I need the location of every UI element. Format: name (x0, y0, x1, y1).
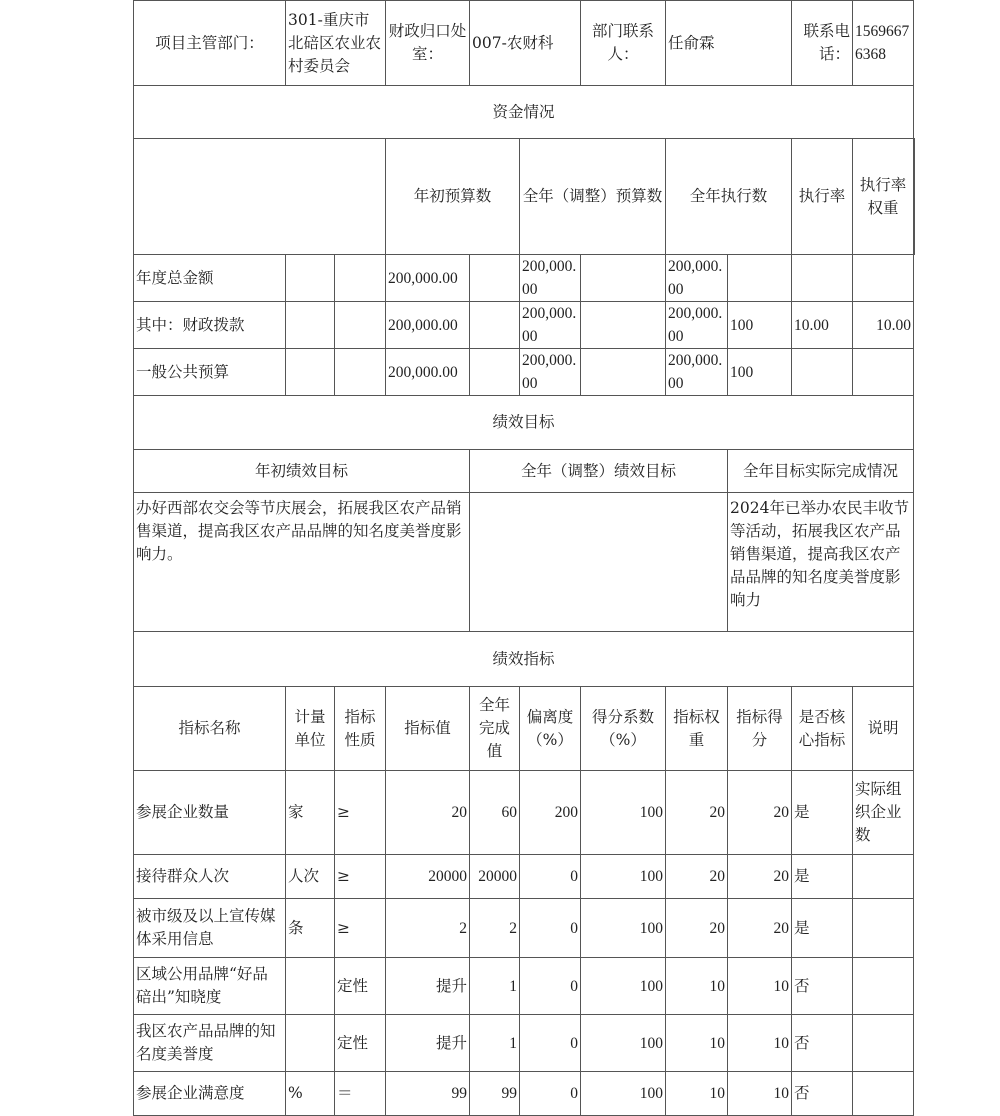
ind-unit: 人次 (286, 855, 335, 899)
funds-row-label: 其中：财政拨款 (134, 302, 286, 349)
ind-completed: 2 (470, 899, 520, 958)
ind-core: 否 (792, 1015, 853, 1072)
funds-weight: 10.00 (792, 302, 853, 349)
col-exec-weight: 执行率权重 (853, 139, 914, 255)
ind-deviation: 0 (520, 958, 581, 1015)
contact-label: 部门联系人： (581, 1, 666, 86)
ind-score: 10 (728, 1015, 792, 1072)
ind-name: 参展企业数量 (134, 771, 286, 855)
ind-completed: 60 (470, 771, 520, 855)
ind-core: 是 (792, 771, 853, 855)
ind-nature: ≥ (335, 899, 386, 958)
ind-score: 10 (728, 1072, 792, 1116)
ind-deviation: 0 (520, 1015, 581, 1072)
ind-deviation: 0 (520, 1072, 581, 1116)
ind-weight: 10 (666, 1015, 728, 1072)
funds-executed: 200,000.00 (666, 302, 728, 349)
ind-col-target: 指标值 (386, 687, 470, 771)
funds-row (134, 349, 915, 396)
ind-col-note: 说明 (853, 687, 914, 771)
ind-weight: 10 (666, 958, 728, 1015)
ind-score: 20 (728, 771, 792, 855)
ind-nature: ＝ (335, 1072, 386, 1116)
funds-row-label: 一般公共预算 (134, 349, 286, 396)
ind-score: 10 (728, 958, 792, 1015)
ind-target: 20 (386, 771, 470, 855)
ind-col-deviation: 偏离度（%） (520, 687, 581, 771)
dept-value: 301-重庆市北碚区农业农村委员会 (286, 1, 386, 86)
col-exec-score (914, 139, 915, 255)
funds-row-label: 年度总金额 (134, 255, 286, 302)
goals-initial-text: 办好西部农交会等节庆展会，拓展我区农产品销售渠道，提高我区农产品品牌的知名度美誉度影响力。 (134, 493, 470, 632)
phone-label: 联系电话： (792, 1, 853, 86)
table-row (134, 1015, 915, 1072)
ind-completed: 1 (470, 958, 520, 1015)
ind-col-completed: 全年完成值 (470, 687, 520, 771)
finance-label: 财政归口处室： (386, 1, 470, 86)
funds-executed: 200,000.00 (666, 349, 728, 396)
funds-adjusted: 200,000.00 (520, 302, 581, 349)
ind-deviation: 0 (520, 899, 581, 958)
header-row (134, 1, 915, 86)
funds-row (134, 255, 915, 302)
ind-unit (286, 1015, 335, 1072)
col-executed: 全年执行数 (666, 139, 792, 255)
ind-coef: 100 (581, 1015, 666, 1072)
col-adjusted-budget: 全年（调整）预算数 (520, 139, 666, 255)
ind-name: 我区农产品品牌的知名度美誉度 (134, 1015, 286, 1072)
ind-name: 被市级及以上宣传媒体采用信息 (134, 899, 286, 958)
ind-col-score: 指标得分 (728, 687, 792, 771)
goals-section-row (134, 396, 915, 450)
funds-adjusted: 200,000.00 (520, 349, 581, 396)
ind-completed: 1 (470, 1015, 520, 1072)
goals-content-row (134, 493, 915, 632)
ind-core: 是 (792, 899, 853, 958)
funds-rate: 100 (728, 302, 792, 349)
ind-unit: % (286, 1072, 335, 1116)
ind-coef: 100 (581, 771, 666, 855)
ind-note (853, 958, 914, 1015)
ind-target: 20000 (386, 855, 470, 899)
goals-header-row (134, 450, 915, 493)
goals-adjusted-text (470, 493, 728, 632)
funds-score (853, 255, 914, 302)
ind-coef: 100 (581, 958, 666, 1015)
ind-note: 实际组织企业数 (853, 771, 914, 855)
ind-col-unit: 计量单位 (286, 687, 335, 771)
col-initial-budget: 年初预算数 (386, 139, 520, 255)
ind-completed: 99 (470, 1072, 520, 1116)
ind-name: 参展企业满意度 (134, 1072, 286, 1116)
table-row (134, 771, 915, 855)
finance-value: 007-农财科 (470, 1, 581, 86)
goals-col-adjusted: 全年（调整）绩效目标 (470, 450, 728, 493)
funds-section-row (134, 86, 915, 139)
indicators-header-row (134, 687, 915, 771)
funds-rate: 100 (728, 349, 792, 396)
ind-coef: 100 (581, 1072, 666, 1116)
ind-col-core: 是否核心指标 (792, 687, 853, 771)
ind-weight: 20 (666, 771, 728, 855)
ind-deviation: 200 (520, 771, 581, 855)
ind-col-coef: 得分系数（%） (581, 687, 666, 771)
funds-rate (728, 255, 792, 302)
ind-nature: 定性 (335, 958, 386, 1015)
ind-weight: 10 (666, 1072, 728, 1116)
ind-weight: 20 (666, 899, 728, 958)
ind-unit (286, 958, 335, 1015)
dept-label: 项目主管部门： (134, 1, 286, 86)
ind-core: 否 (792, 958, 853, 1015)
goals-col-actual: 全年目标实际完成情况 (728, 450, 914, 493)
goals-actual-text: 2024年已举办农民丰收节等活动，拓展我区农产品销售渠道，提高我区农产品品牌的知名度美誉度影响力 (728, 493, 914, 632)
ind-name: 接待群众人次 (134, 855, 286, 899)
ind-col-nature: 指标性质 (335, 687, 386, 771)
ind-target: 2 (386, 899, 470, 958)
ind-unit: 条 (286, 899, 335, 958)
ind-target: 99 (386, 1072, 470, 1116)
table-row (134, 855, 915, 899)
ind-col-name: 指标名称 (134, 687, 286, 771)
goals-col-initial: 年初绩效目标 (134, 450, 470, 493)
ind-target: 提升 (386, 1015, 470, 1072)
ind-name: 区域公用品牌“好品碚出”知晓度 (134, 958, 286, 1015)
ind-nature: 定性 (335, 1015, 386, 1072)
funds-score: 10.00 (853, 302, 914, 349)
ind-score: 20 (728, 855, 792, 899)
contact-value: 任俞霖 (666, 1, 792, 86)
ind-target: 提升 (386, 958, 470, 1015)
ind-nature: ≥ (335, 771, 386, 855)
col-exec-rate: 执行率 (792, 139, 853, 255)
goals-section-title: 绩效目标 (134, 396, 914, 450)
ind-coef: 100 (581, 855, 666, 899)
funds-adjusted: 200,000.00 (520, 255, 581, 302)
ind-unit: 家 (286, 771, 335, 855)
ind-col-weight: 指标权重 (666, 687, 728, 771)
ind-core: 是 (792, 855, 853, 899)
ind-core: 否 (792, 1072, 853, 1116)
funds-initial: 200,000.00 (386, 255, 470, 302)
table-row (134, 899, 915, 958)
indicators-section-row (134, 632, 915, 687)
table-row (134, 958, 915, 1015)
ind-deviation: 0 (520, 855, 581, 899)
funds-row (134, 302, 915, 349)
ind-note (853, 1015, 914, 1072)
phone-value: 15696676368 (853, 1, 914, 86)
indicators-section-title: 绩效指标 (134, 632, 914, 687)
ind-coef: 100 (581, 899, 666, 958)
funds-section-title: 资金情况 (134, 86, 914, 139)
ind-score: 20 (728, 899, 792, 958)
table-row (134, 1072, 915, 1116)
ind-nature: ≥ (335, 855, 386, 899)
funds-initial: 200,000.00 (386, 302, 470, 349)
ind-note (853, 855, 914, 899)
funds-score (853, 349, 914, 396)
ind-note (853, 1072, 914, 1116)
ind-note (853, 899, 914, 958)
funds-executed: 200,000.00 (666, 255, 728, 302)
ind-completed: 20000 (470, 855, 520, 899)
performance-table (133, 0, 915, 1116)
funds-initial: 200,000.00 (386, 349, 470, 396)
ind-weight: 20 (666, 855, 728, 899)
funds-weight (792, 255, 853, 302)
funds-header-row (134, 139, 915, 255)
funds-weight (792, 349, 853, 396)
